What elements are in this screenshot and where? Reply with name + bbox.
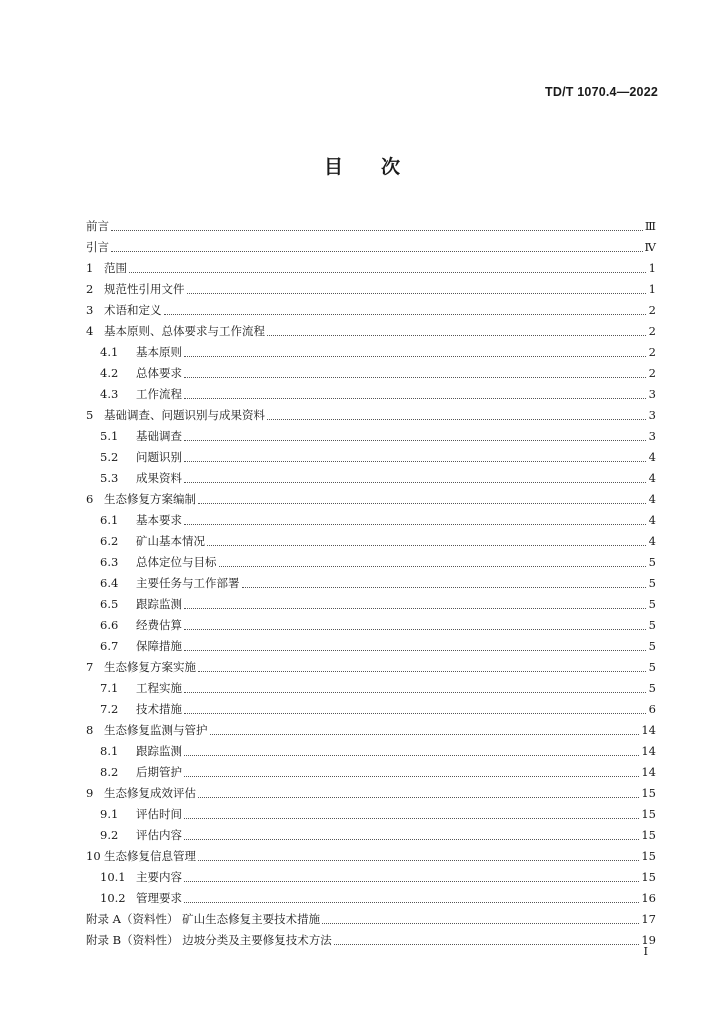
toc-entry-page: 4 <box>648 534 656 548</box>
toc-entry[interactable] <box>86 720 656 741</box>
toc-entry-page: 5 <box>648 618 656 632</box>
toc-leader-dots <box>184 902 639 903</box>
toc-entry-label: 跟踪监测 <box>136 597 182 611</box>
toc-entry-number: 3 <box>86 303 94 317</box>
toc-entry-label: 基础调查、问题识别与成果资料 <box>104 408 265 422</box>
toc-entry-number: 6.4 <box>100 576 119 590</box>
toc-entry[interactable] <box>86 846 656 867</box>
toc-entry-number: 9.2 <box>100 828 119 842</box>
toc-entry[interactable] <box>86 657 656 678</box>
footer-page-number: I <box>643 944 648 958</box>
toc-entry[interactable] <box>86 321 656 342</box>
toc-entry-page: 2 <box>648 324 656 338</box>
toc-entry-page: 4 <box>648 492 656 506</box>
toc-entry-number: 9.1 <box>100 807 119 821</box>
toc-entry[interactable] <box>86 594 656 615</box>
toc-entry-page: 15 <box>641 828 656 842</box>
toc-entry-page: 16 <box>641 891 656 905</box>
toc-entry-label: 基本原则 <box>136 345 182 359</box>
toc-leader-dots <box>184 398 646 399</box>
toc-entry[interactable] <box>86 405 656 426</box>
toc-leader-dots <box>184 881 639 882</box>
toc-entry-number: 4.3 <box>100 387 119 401</box>
toc-entry-label: 工程实施 <box>136 681 182 695</box>
toc-entry[interactable] <box>86 783 656 804</box>
toc-entry[interactable] <box>86 888 656 909</box>
toc-entry[interactable] <box>86 216 656 237</box>
toc-leader-dots <box>164 314 647 315</box>
toc-entry-page: 4 <box>648 471 656 485</box>
toc-entry-number: 6.3 <box>100 555 119 569</box>
toc-entry-page: 2 <box>648 345 656 359</box>
toc-entry-label: 前言 <box>86 219 109 233</box>
toc-entry-label: 管理要求 <box>136 891 182 905</box>
toc-entry-number: 8.2 <box>100 765 119 779</box>
toc-leader-dots <box>210 734 640 735</box>
toc-entry-page: 4 <box>648 513 656 527</box>
toc-entry-page: 5 <box>648 660 656 674</box>
toc-leader-dots <box>334 944 640 945</box>
toc-entry-label: 附录 B（资料性） 边坡分类及主要修复技术方法 <box>86 933 332 947</box>
toc-entry[interactable] <box>86 825 656 846</box>
toc-leader-dots <box>219 566 647 567</box>
toc-entry[interactable] <box>86 531 656 552</box>
toc-entry-number: 4.2 <box>100 366 119 380</box>
toc-entry-page: 1 <box>648 282 656 296</box>
toc-entry[interactable] <box>86 237 656 258</box>
toc-entry-number: 1 <box>86 261 94 275</box>
toc-entry-label: 工作流程 <box>136 387 182 401</box>
toc-entry[interactable] <box>86 384 656 405</box>
standard-code: TD/T 1070.4—2022 <box>545 85 658 99</box>
toc-entry-number: 10.1 <box>100 870 126 884</box>
toc-entry-label: 后期管护 <box>136 765 182 779</box>
toc-entry-number: 10.2 <box>100 891 126 905</box>
toc-entry-label: 技术措施 <box>136 702 182 716</box>
toc-leader-dots <box>267 419 646 420</box>
toc-entry-label: 评估时间 <box>136 807 182 821</box>
toc-entry[interactable] <box>86 279 656 300</box>
toc-entry-label: 问题识别 <box>136 450 182 464</box>
toc-entry-number: 6.5 <box>100 597 119 611</box>
toc-entry-page: 14 <box>641 765 656 779</box>
toc-entry-page: 6 <box>648 702 656 716</box>
toc-entry-label: 范围 <box>104 261 127 275</box>
toc-entry-page: Ⅳ <box>644 240 656 254</box>
toc-entry-label: 生态修复方案实施 <box>104 660 196 674</box>
toc-entry-number: 10 <box>86 849 101 863</box>
toc-entry[interactable] <box>86 678 656 699</box>
toc-entry-page: 19 <box>641 933 656 947</box>
toc-entry[interactable] <box>86 489 656 510</box>
toc-leader-dots <box>111 230 643 231</box>
toc-entry-page: 2 <box>648 303 656 317</box>
toc-leader-dots <box>111 251 643 252</box>
toc-entry-label: 成果资料 <box>136 471 182 485</box>
toc-leader-dots <box>242 587 647 588</box>
toc-entry-label: 评估内容 <box>136 828 182 842</box>
toc-entry-label: 生态修复方案编制 <box>104 492 196 506</box>
toc-leader-dots <box>198 503 646 504</box>
toc-entry-page: 5 <box>648 555 656 569</box>
toc-entry-number: 9 <box>86 786 94 800</box>
toc-entry-label: 基础调查 <box>136 429 182 443</box>
toc-entry[interactable] <box>86 867 656 888</box>
toc-entry-label: 跟踪监测 <box>136 744 182 758</box>
toc-entry-number: 8.1 <box>100 744 119 758</box>
toc-entry-label: 引言 <box>86 240 109 254</box>
toc-entry-page: 3 <box>648 408 656 422</box>
toc-entry-number: 5.3 <box>100 471 119 485</box>
toc-leader-dots <box>184 650 646 651</box>
toc-entry-number: 8 <box>86 723 94 737</box>
toc-entry-page: Ⅲ <box>644 219 656 233</box>
toc-entry-label: 主要任务与工作部署 <box>136 576 240 590</box>
toc-entry-number: 4.1 <box>100 345 119 359</box>
toc-entry[interactable] <box>86 615 656 636</box>
page-title: 目次 <box>323 156 438 178</box>
toc-leader-dots <box>184 377 646 378</box>
toc-entry-page: 15 <box>641 870 656 884</box>
toc-entry-label: 主要内容 <box>136 870 182 884</box>
toc-entry-page: 5 <box>648 597 656 611</box>
toc-entry[interactable] <box>86 909 656 930</box>
toc-leader-dots <box>198 797 639 798</box>
toc-entry[interactable] <box>86 300 656 321</box>
toc-leader-dots <box>184 629 646 630</box>
toc-entry-label: 总体要求 <box>136 366 182 380</box>
toc-entry-number: 5.1 <box>100 429 119 443</box>
toc-entry-page: 5 <box>648 681 656 695</box>
toc-leader-dots <box>184 440 646 441</box>
toc-entry-number: 7.1 <box>100 681 119 695</box>
toc-leader-dots <box>129 272 646 273</box>
toc-entry-page: 3 <box>648 387 656 401</box>
toc-entry[interactable] <box>86 510 656 531</box>
toc-entry-page: 17 <box>641 912 656 926</box>
toc-leader-dots <box>184 818 639 819</box>
toc-entry-label: 规范性引用文件 <box>104 282 185 296</box>
toc-entry[interactable] <box>86 426 656 447</box>
toc-entry-label: 基本原则、总体要求与工作流程 <box>104 324 265 338</box>
toc-entry-label: 生态修复成效评估 <box>104 786 196 800</box>
toc-entry-label: 生态修复监测与管护 <box>104 723 208 737</box>
toc-leader-dots <box>184 461 646 462</box>
toc-entry-number: 6.1 <box>100 513 119 527</box>
toc-leader-dots <box>184 524 646 525</box>
toc-entry-label: 生态修复信息管理 <box>104 849 196 863</box>
toc-entry[interactable] <box>86 447 656 468</box>
toc-leader-dots <box>184 608 646 609</box>
toc-entry-number: 6.6 <box>100 618 119 632</box>
toc-entry-label: 总体定位与目标 <box>136 555 217 569</box>
toc-leader-dots <box>184 755 639 756</box>
toc-entry-label: 经费估算 <box>136 618 182 632</box>
toc-entry-number: 6 <box>86 492 94 506</box>
toc-entry[interactable] <box>86 552 656 573</box>
toc-entry[interactable] <box>86 699 656 720</box>
toc-entry-number: 6.2 <box>100 534 119 548</box>
toc-entry[interactable] <box>86 741 656 762</box>
toc-entry[interactable] <box>86 804 656 825</box>
toc-leader-dots <box>322 923 639 924</box>
table-of-contents <box>86 216 656 951</box>
toc-leader-dots <box>184 776 639 777</box>
toc-entry-page: 4 <box>648 450 656 464</box>
toc-leader-dots <box>184 839 639 840</box>
toc-entry-page: 5 <box>648 576 656 590</box>
toc-entry-label: 术语和定义 <box>104 303 162 317</box>
toc-entry[interactable] <box>86 762 656 783</box>
toc-entry-page: 1 <box>648 261 656 275</box>
toc-entry-label: 保障措施 <box>136 639 182 653</box>
toc-leader-dots <box>184 356 646 357</box>
toc-entry-number: 5 <box>86 408 94 422</box>
toc-entry-number: 5.2 <box>100 450 119 464</box>
toc-entry-page: 14 <box>641 744 656 758</box>
toc-leader-dots <box>207 545 646 546</box>
toc-leader-dots <box>267 335 646 336</box>
toc-entry[interactable] <box>86 573 656 594</box>
toc-entry-label: 矿山基本情况 <box>136 534 205 548</box>
toc-leader-dots <box>198 860 639 861</box>
toc-entry-page: 15 <box>641 849 656 863</box>
toc-entry-page: 15 <box>641 807 656 821</box>
toc-leader-dots <box>184 692 646 693</box>
toc-leader-dots <box>184 713 646 714</box>
toc-entry-label: 基本要求 <box>136 513 182 527</box>
toc-entry-number: 7 <box>86 660 94 674</box>
toc-entry[interactable] <box>86 342 656 363</box>
toc-entry-number: 7.2 <box>100 702 119 716</box>
toc-entry[interactable] <box>86 363 656 384</box>
toc-leader-dots <box>184 482 646 483</box>
toc-entry-number: 4 <box>86 324 94 338</box>
toc-entry[interactable] <box>86 930 656 951</box>
toc-entry-label: 附录 A（资料性） 矿山生态修复主要技术措施 <box>86 912 321 926</box>
toc-entry-page: 3 <box>648 429 656 443</box>
toc-entry[interactable] <box>86 468 656 489</box>
toc-entry-page: 14 <box>641 723 656 737</box>
toc-entry-page: 5 <box>648 639 656 653</box>
toc-entry[interactable] <box>86 258 656 279</box>
toc-entry-number: 2 <box>86 282 94 296</box>
toc-entry[interactable] <box>86 636 656 657</box>
toc-entry-page: 2 <box>648 366 656 380</box>
toc-entry-page: 15 <box>641 786 656 800</box>
toc-entry-number: 6.7 <box>100 639 119 653</box>
toc-leader-dots <box>187 293 647 294</box>
toc-leader-dots <box>198 671 646 672</box>
